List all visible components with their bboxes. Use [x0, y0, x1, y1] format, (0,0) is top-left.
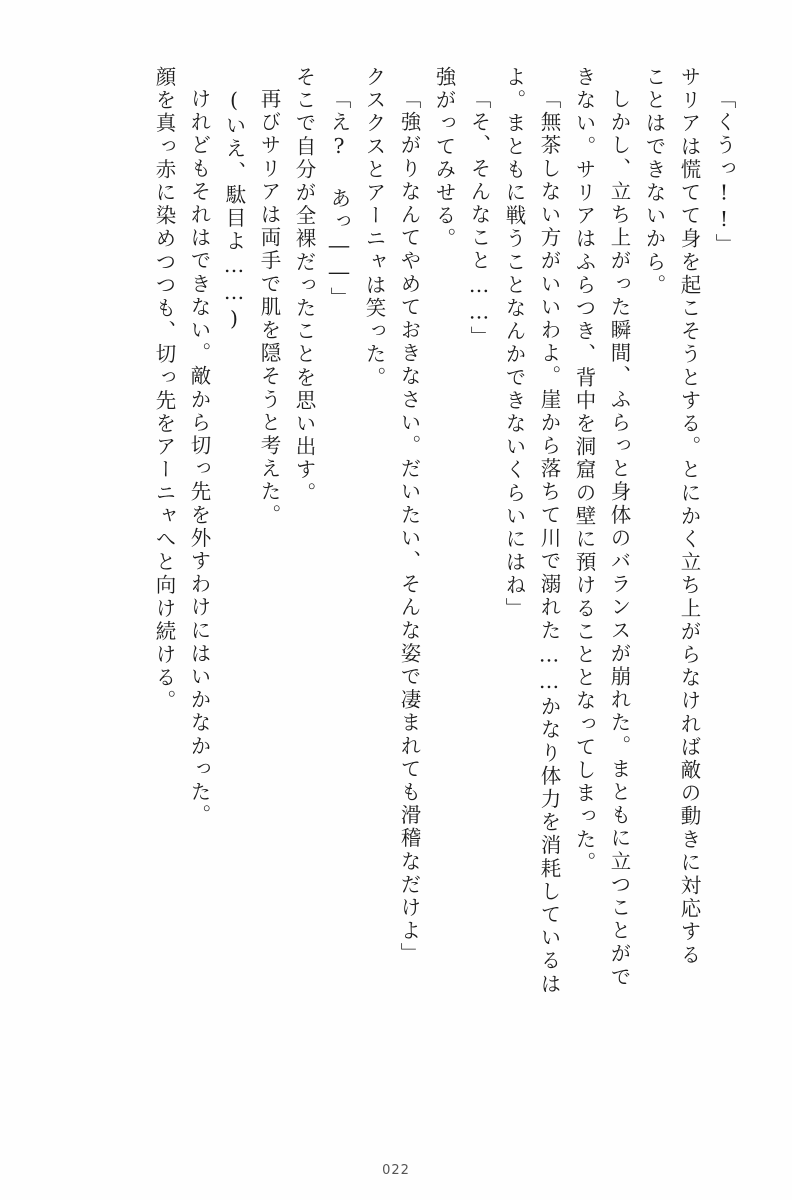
- text-column: 「くうっ!!」: [712, 88, 736, 257]
- vertical-text-body: [58, 66, 734, 1096]
- text-column: 強がってみせる。: [432, 66, 456, 251]
- text-column: (いえ、駄目よ……): [222, 88, 246, 333]
- text-column: しかし、立ち上がった瞬間、ふらっと身体のバランスが崩れた。まともに立つことがで: [607, 88, 631, 989]
- text-column: ことはできないから。: [642, 66, 666, 297]
- text-column: 「無茶しない方がいいわよ。崖から落ちて川で溺れた……かなり体力を消耗しているは: [537, 88, 561, 996]
- text-column: サリアは慌てて身を起こそうとする。とにかく立ち上がらなければ敵の動きに対応する: [677, 66, 701, 967]
- text-column: 顔を真っ赤に染めつつも、切っ先をアーニャへと向け続ける。: [152, 66, 176, 713]
- text-column: よ。まともに戦うことなんかできないくらいにはね」: [502, 66, 526, 621]
- text-column: クスクスとアーニャは笑った。: [362, 66, 386, 390]
- text-column: 「強がりなんてやめておきなさい。だいたい、そんな姿で凄まれても滑稽なだけよ」: [397, 88, 421, 966]
- text-column: 「え? あっ――」: [327, 88, 351, 310]
- text-column: 再びサリアは両手で肌を隠そうと考えた。: [257, 88, 281, 527]
- text-column: 「そ、そんなこと……」: [467, 88, 491, 350]
- text-column: そこで自分が全裸だったことを思い出す。: [292, 66, 316, 505]
- page-number: 022: [382, 1163, 410, 1178]
- text-column: きない。サリアはふらつき、背中を洞窟の壁に預けることとなってしまった。: [572, 66, 596, 875]
- text-column: けれどもそれはできない。敵から切っ先を外すわけにはいかなかった。: [187, 88, 211, 828]
